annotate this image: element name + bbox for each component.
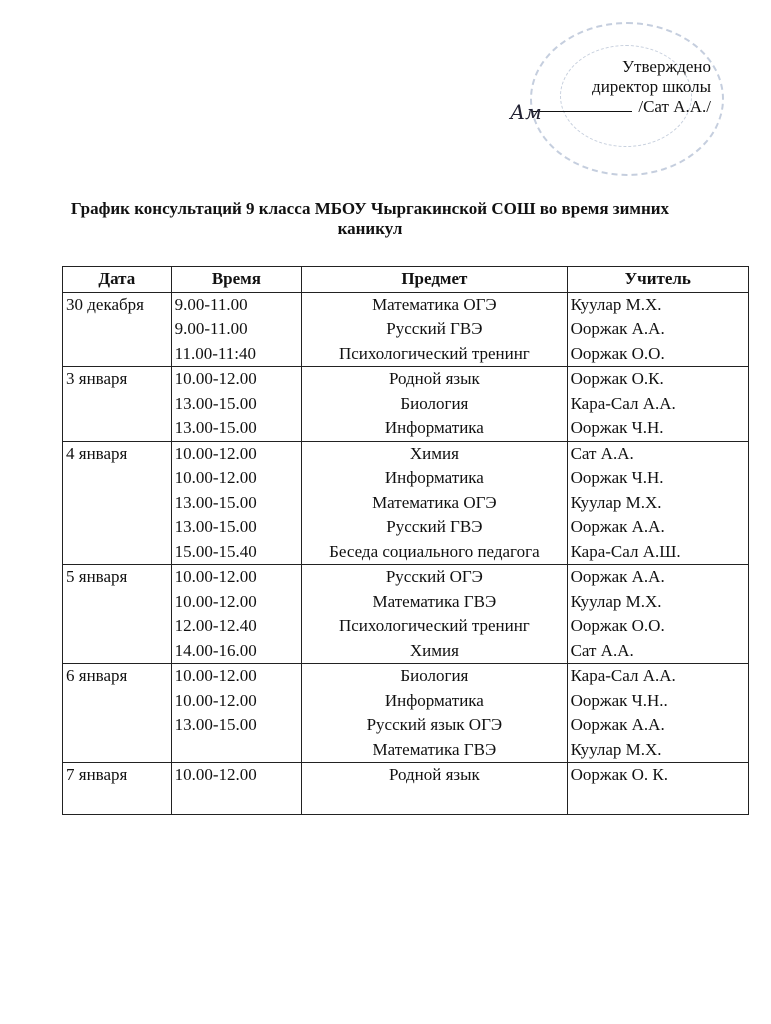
- subject-cell-line: Родной язык: [388, 765, 480, 784]
- teacher-cell-line: Ооржак А.А.: [570, 715, 665, 734]
- subject-cell-line: Биология: [400, 393, 469, 413]
- table-row: [63, 565, 749, 664]
- teacher-cell-line: Куулар М.Х.: [570, 591, 662, 611]
- teacher-cell: [567, 664, 748, 763]
- time-cell-line: 10.00-12.00: [174, 567, 257, 586]
- subject-cell-line: Беседа социального педагога: [329, 541, 540, 561]
- table-row: [63, 292, 749, 367]
- time-cell-line: 10.00-12.00: [174, 666, 257, 685]
- subject-cell: [302, 763, 567, 815]
- teacher-cell: [567, 565, 748, 664]
- time-cell-line: 10.00-12.00: [174, 468, 257, 487]
- time-cell-line: 13.00-15.00: [174, 715, 257, 734]
- subject-cell-line: Родной язык: [388, 369, 480, 388]
- subject-cell-line: Математика ГВЭ: [372, 591, 497, 611]
- subject-cell-line: Биология: [400, 666, 469, 685]
- subject-cell-line: Русский язык ОГЭ: [366, 715, 503, 734]
- teacher-cell-line: Кара-Сал А.А.: [570, 393, 676, 413]
- date-cell: 6 января: [63, 664, 172, 763]
- header-subject: Предмет: [302, 267, 567, 293]
- table-row: [63, 664, 749, 763]
- time-cell-line: 9.00-11.00: [174, 319, 248, 338]
- time-cell-line: 14.00-16.00: [174, 640, 257, 660]
- signature-line: [532, 111, 632, 112]
- subject-cell-line: Психологический тренинг: [338, 616, 530, 635]
- header-teacher: Учитель: [567, 267, 748, 293]
- subject-cell-line: Информатика: [384, 690, 484, 710]
- subject-cell-line: Химия: [409, 443, 459, 463]
- subject-cell-line: Информатика: [384, 468, 484, 487]
- subject-cell: [302, 441, 567, 565]
- teacher-cell-line: Ооржак Ч.Н.: [570, 468, 664, 487]
- teacher-cell-line: Ооржак А.А.: [570, 567, 665, 586]
- time-cell: [171, 664, 302, 763]
- date-cell: 7 января: [63, 763, 172, 815]
- subject-cell-line: Психологический тренинг: [338, 343, 530, 363]
- time-cell: [171, 565, 302, 664]
- time-cell-line: 13.00-15.00: [174, 492, 257, 512]
- subject-cell: [302, 664, 567, 763]
- teacher-cell-line: Ооржак А.А.: [570, 517, 665, 536]
- handwritten-signature: Ам: [510, 100, 542, 124]
- teacher-cell: [567, 763, 748, 815]
- table-row: [63, 441, 749, 565]
- teacher-cell: [567, 292, 748, 367]
- teacher-cell-line: Ооржак О.О.: [570, 343, 665, 363]
- date-cell: 3 января: [63, 367, 172, 442]
- teacher-cell-line: Ооржак Ч.Н..: [570, 690, 668, 710]
- time-cell-line: 13.00-15.00: [174, 418, 257, 437]
- date-cell: 5 января: [63, 565, 172, 664]
- time-cell-line: 10.00-12.00: [174, 443, 257, 463]
- time-cell-line: 10.00-12.00: [174, 591, 257, 611]
- time-cell-line: 10.00-12.00: [174, 369, 257, 388]
- subject-cell: [302, 367, 567, 442]
- time-cell-line: 10.00-12.00: [174, 765, 257, 784]
- teacher-cell-line: Сат А.А.: [570, 443, 634, 463]
- schedule-table: [62, 266, 749, 815]
- subject-cell-line: Математика ГВЭ: [372, 739, 497, 759]
- header-time: Время: [171, 267, 302, 293]
- table-header-row: [63, 267, 749, 293]
- approval-label: Утверждено: [622, 57, 711, 76]
- page-title: График консультаций 9 класса МБОУ Чыргакинской СОШ во время зимних каникул: [70, 199, 670, 238]
- teacher-cell-line: Ооржак А.А.: [570, 319, 665, 338]
- time-cell-line: 13.00-15.00: [174, 517, 257, 536]
- time-cell-line: 12.00-12.40: [174, 616, 257, 635]
- subject-cell: [302, 292, 567, 367]
- teacher-cell-line: Ооржак О.О.: [570, 616, 665, 635]
- time-cell: [171, 763, 302, 815]
- subject-cell-line: Математика ОГЭ: [372, 492, 497, 512]
- time-cell: [171, 367, 302, 442]
- subject-cell-line: Русский ГВЭ: [386, 319, 483, 338]
- subject-cell-line: Русский ОГЭ: [385, 567, 483, 586]
- teacher-cell: [567, 367, 748, 442]
- time-cell: [171, 441, 302, 565]
- teacher-cell-line: Кара-Сал А.Ш.: [570, 541, 681, 561]
- subject-cell-line: Математика ОГЭ: [372, 294, 497, 314]
- table-row: [63, 763, 749, 815]
- table-row: [63, 367, 749, 442]
- date-cell: 4 января: [63, 441, 172, 565]
- time-cell-line: 13.00-15.00: [174, 393, 257, 413]
- teacher-cell-line: Сат А.А.: [570, 640, 634, 660]
- teacher-cell-line: Ооржак Ч.Н.: [570, 418, 664, 437]
- teacher-cell: [567, 441, 748, 565]
- teacher-cell-line: Ооржак О. К.: [570, 765, 669, 784]
- teacher-cell-line: Кара-Сал А.А.: [570, 666, 676, 685]
- subject-cell: [302, 565, 567, 664]
- teacher-cell-line: Куулар М.Х.: [570, 492, 662, 512]
- subject-cell-line: Химия: [409, 640, 459, 660]
- time-cell-line: 10.00-12.00: [174, 690, 257, 710]
- time-cell-line: 15.00-15.40: [174, 541, 257, 561]
- teacher-cell-line: Куулар М.Х.: [570, 739, 662, 759]
- teacher-cell-line: Куулар М.Х.: [570, 294, 662, 314]
- time-cell-line: 9.00-11.00: [174, 294, 248, 314]
- approval-position: директор школы: [592, 77, 711, 96]
- header-date: Дата: [63, 267, 172, 293]
- time-cell: [171, 292, 302, 367]
- time-cell-line: 11.00-11:40: [174, 343, 256, 363]
- subject-cell-line: Русский ГВЭ: [386, 517, 483, 536]
- approval-name: /Сат А.А./: [638, 97, 711, 116]
- teacher-cell-line: Ооржак О.К.: [570, 369, 664, 388]
- subject-cell-line: Информатика: [384, 418, 484, 437]
- date-cell: 30 декабря: [63, 292, 172, 367]
- approval-block: [532, 57, 711, 117]
